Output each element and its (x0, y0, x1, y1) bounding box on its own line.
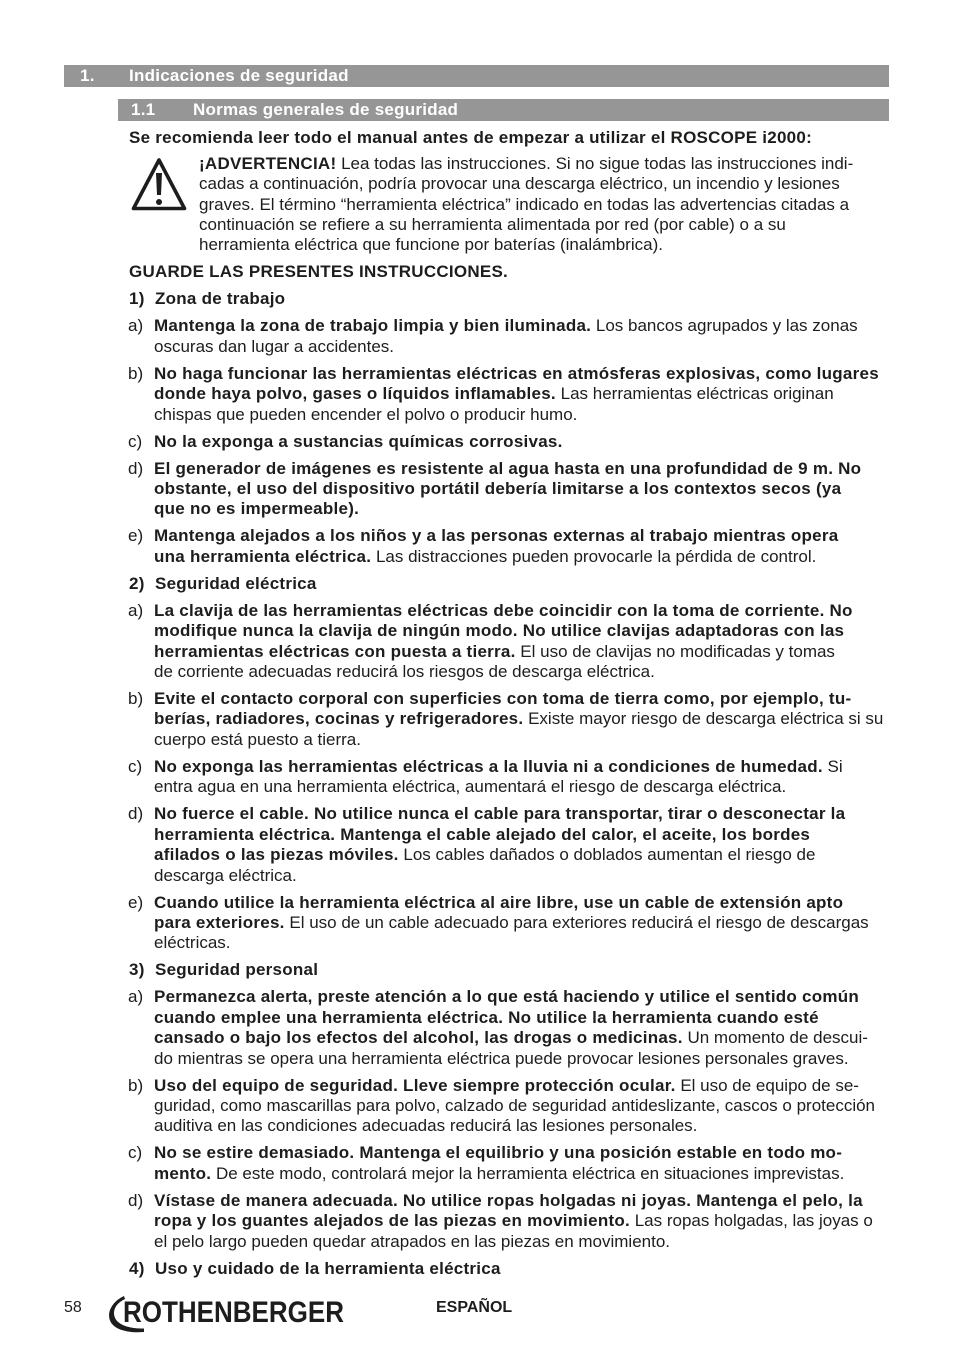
warning-block (0, 154, 954, 256)
warning-triangle-icon (131, 157, 187, 211)
list-item (0, 1191, 954, 1252)
item-bold-text: No exponga las herramientas eléctricas a la lluvia ni a condiciones de humedad. (154, 756, 823, 776)
item-letter: c) (128, 756, 143, 776)
section-number: 1. (80, 66, 95, 85)
item-regular-text: Las distracciones pueden provocarle la pérdida de control. (371, 546, 817, 566)
item-bold-text: Cuando utilice la herramienta eléctrica al aire libre, use un cable de extensión apto para exteriores. (154, 892, 844, 932)
item-regular-text: Los bancos agrupados y las zonas oscuras dan lugar a accidentes. (154, 316, 858, 356)
item-bold-text: El generador de imágenes es resistente al agua hasta en una profundidad de 9 m. No obstante, el uso del dispositivo portátil debería limitarse a los contextos secos (ya que no es impermeable). (154, 458, 862, 519)
list-item (0, 893, 954, 954)
item-bold-text: Permanezca alerta, preste atención a lo que está haciendo y utilice el sentido común cuando emplee una herramienta eléctrica. No utilice la herramienta cuando esté cansado o bajo los efectos del alcohol, las drogas o medicinas. (154, 987, 860, 1048)
item-bold-text: Vístase de manera adecuada. No utilice ropas holgadas ni joyas. Mantenga el pelo, la ropa y los guantes alejados de las piezas en movimiento. (154, 1190, 863, 1231)
language-label: ESPAÑOL (436, 1299, 513, 1316)
list-item (0, 526, 954, 567)
item-bold-text: No se estire demasiado. Mantenga el equilibrio y una posición estable en todo mo- mento. (154, 1143, 843, 1183)
page-number: 58 (64, 1299, 82, 1316)
intro-text: Se recomienda leer todo el manual antes de empezar a utilizar el ROSCOPE i2000: (129, 127, 812, 147)
item-regular-text: Un momento de descui- do mientras se opera una herramienta eléctrica puede provocar lesiones personales graves. (154, 1028, 868, 1068)
item-letter: d) (128, 1190, 144, 1210)
group-number: 2) (129, 573, 145, 593)
item-regular-text: Si entra agua en una herramienta eléctrica, aumentará el riesgo de descarga eléctrica. (154, 756, 843, 797)
item-letter: d) (128, 804, 144, 824)
logo-wordmark: ROTHENBERGER (123, 1296, 345, 1329)
warning-body: Lea todas las instrucciones. Si no sigue todas las instrucciones indi- cadas a continuación, podría provocar una descarga eléctrico, un incendio y lesiones graves. El término “herramienta eléctrica” indicado en todas las advertencias citadas a continuación se refiere a su herramienta alimentada por red (por cable) o a su herramienta eléctrica que funcione por baterías (inalámbrica). (199, 153, 854, 255)
group-title: Seguridad eléctrica (155, 573, 317, 593)
section-header-bar (64, 65, 889, 87)
list-item (0, 987, 954, 1069)
page-content (0, 128, 954, 1286)
item-text (0, 1143, 954, 1184)
item-text (0, 757, 954, 798)
item-bold-text: No haga funcionar las herramientas eléctricas en atmósferas explosivas, como lugares donde haya polvo, gases o líquidos inflamables. (154, 363, 879, 404)
group-title: Seguridad personal (155, 960, 319, 980)
list-item (0, 1143, 954, 1184)
subsection-header-bar (118, 99, 889, 121)
list-item (0, 459, 954, 520)
item-bold-text: Mantenga la zona de trabajo limpia y bien iluminada. (154, 316, 592, 336)
item-bold-text: No fuerce el cable. No utilice nunca el cable para transportar, tirar o desconectar la herramienta eléctrica. Mantenga el cable alejado del calor, el aceite, los bordes afilados o las piezas móviles. (154, 804, 846, 865)
item-letter: a) (128, 316, 144, 336)
group-heading (0, 574, 954, 594)
item-letter: c) (128, 1143, 143, 1163)
item-regular-text: Los cables dañados o doblados aumentan el riesgo de descarga eléctrica. (154, 845, 816, 885)
item-regular-text: De este modo, controlará mejor la herramienta eléctrica en situaciones imprevistas. (211, 1163, 845, 1183)
item-letter: b) (128, 363, 144, 383)
keep-instructions-notice: GUARDE LAS PRESENTES INSTRUCCIONES. (129, 262, 509, 282)
group-number: 4) (129, 1258, 145, 1278)
warning-label: ¡ADVERTENCIA! (199, 153, 337, 173)
item-bold-text: No la exponga a sustancias químicas corrosivas. (154, 431, 563, 451)
subsection-number: 1.1 (131, 100, 156, 119)
rothenberger-logo (104, 1294, 348, 1336)
item-letter: b) (128, 1075, 144, 1095)
subsection-title: Normas generales de seguridad (193, 100, 459, 119)
item-regular-text: El uso de equipo de se- guridad, como mascarillas para polvo, calzado de seguridad antideslizante, cascos o protección auditiva en las condiciones adecuadas reducirá las lesiones personales. (154, 1075, 876, 1136)
item-text (0, 432, 954, 452)
item-letter: c) (128, 431, 143, 451)
list-item (0, 601, 954, 683)
list-item (0, 364, 954, 425)
group-heading (0, 289, 954, 309)
item-regular-text: Existe mayor riesgo de descarga eléctrica si su cuerpo está puesto a tierra. (154, 709, 884, 749)
item-letter: e) (128, 526, 144, 546)
item-regular-text: El uso de un cable adecuado para exteriores reducirá el riesgo de descargas eléctricas. (154, 912, 869, 953)
item-letter: a) (128, 987, 144, 1007)
item-regular-text: Las herramientas eléctricas originan chispas que pueden encender el polvo o producir humo. (154, 384, 834, 424)
item-letter: b) (128, 689, 144, 709)
item-bold-text: Evite el contacto corporal con superficies con toma de tierra como, por ejemplo, tu- berías, radiadores, cocinas y refrigeradores. (154, 689, 852, 729)
list-item (0, 804, 954, 886)
group-number: 1) (129, 289, 145, 309)
item-bold-text: Uso del equipo de seguridad. Lleve siempre protección ocular. (154, 1075, 676, 1095)
item-letter: a) (128, 600, 144, 620)
item-regular-text: El uso de clavijas no modificadas y tomas de corriente adecuadas reducirá los riesgos de descarga eléctrica. (154, 641, 835, 682)
list-item (0, 1076, 954, 1137)
section-title: Indicaciones de seguridad (129, 66, 349, 85)
item-letter: e) (128, 892, 144, 912)
group-number: 3) (129, 960, 145, 980)
item-bold-text: La clavija de las herramientas eléctricas debe coincidir con la toma de corriente. No modifique nunca la clavija de ningún modo. No utilice clavijas adaptadoras con las herramientas eléctricas con puesta a tierra. (154, 600, 853, 661)
group-title: Zona de trabajo (155, 289, 286, 309)
group-heading (0, 960, 954, 980)
list-item (0, 316, 954, 357)
list-item (0, 432, 954, 452)
item-regular-text: Las ropas holgadas, las joyas o el pelo largo pueden quedar atrapados en las piezas en movimiento. (154, 1211, 873, 1251)
item-letter: d) (128, 458, 144, 478)
group-title: Uso y cuidado de la herramienta eléctrica (155, 1258, 501, 1278)
item-bold-text: Mantenga alejados a los niños y a las personas externas al trabajo mientras opera una herramienta eléctrica. (154, 526, 839, 566)
list-item (0, 689, 954, 750)
group-heading (0, 1259, 954, 1279)
list-item (0, 757, 954, 798)
